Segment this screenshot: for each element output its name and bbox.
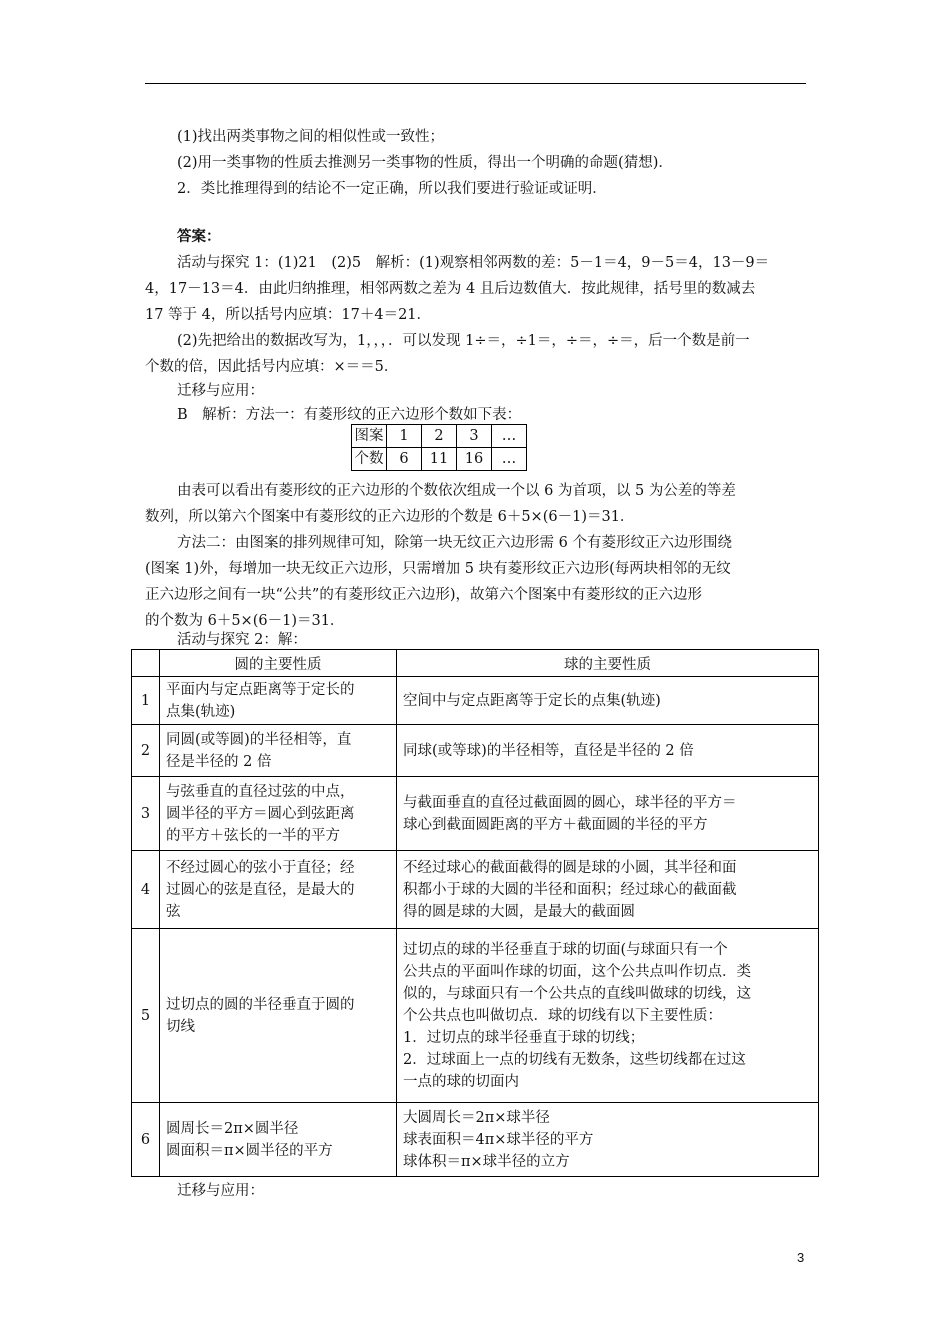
table-cell: 1 [387,425,422,448]
answer-heading: 答案： [177,228,221,245]
cell-line: 个公共点也叫做切点．球的切线有以下主要性质： [403,1007,722,1024]
cell-line: 弦 [166,903,181,920]
table-header-row [132,650,819,677]
text-line: 活动与探究 2：解： [177,632,307,648]
table-row [132,725,819,777]
text-line: 由表可以看出有菱形纹的正六边形的个数依次组成一个以 6 为首项，以 5 为公差的等差 [177,483,736,499]
table-row [352,448,527,471]
row-number: 2 [132,725,160,777]
sphere-cell [397,851,819,929]
table-header: 球的主要性质 [397,650,819,677]
row-number: 6 [132,1103,160,1177]
circle-cell [160,777,397,851]
header-rule [145,83,806,84]
cell-line: 同球(或等球)的半径相等，直径是半径的 2 倍 [403,742,694,759]
table-row [132,777,819,851]
cell-line: 一点的球的切面内 [403,1073,519,1090]
cell-line: 平面内与定点距离等于定长的 [166,681,355,698]
cell-line: 同圆(或等圆)的半径相等，直 [166,731,352,748]
circle-cell [160,851,397,929]
table-row [132,1103,819,1177]
sphere-cell [397,929,819,1103]
text-line: B 解析：方法一：有菱形纹的正六边形个数如下表： [177,407,522,423]
cell-line: 球心到截面圆距离的平方＋截面圆的半径的平方 [403,816,708,833]
table-cell: 2 [422,425,457,448]
text-line: 活动与探究 1：(1)21 (2)5 解析：(1)观察相邻两数的差：5－1＝4，9－5＝4，13－9＝ [177,255,770,271]
table-row [132,851,819,929]
cell-line: 过切点的圆的半径垂直于圆的 [166,996,355,1013]
text-line: 个数的倍，因此括号内应填：×＝＝5． [145,359,399,375]
text-line: (1)找出两类事物之间的相似性或一致性； [177,129,445,145]
cell-line: 得的圆是球的大圆，是最大的截面圆 [403,903,635,920]
sphere-cell [397,725,819,777]
text-line: (2)先把给出的数据改写为，1，，，．可以发现 1÷＝，÷1＝，÷＝，÷＝，后一个数是前一 [177,333,750,349]
cell-line: 不经过球心的截面截得的圆是球的小圆，其半径和面 [403,859,737,876]
row-number: 3 [132,777,160,851]
table-header [132,650,160,677]
cell-line: 球表面积＝4π×球半径的平方 [403,1131,594,1148]
text-line: 数列，所以第六个图案中有菱形纹的正六边形的个数是 6＋5×(6－1)＝31． [145,509,635,525]
cell-line: 空间中与定点距离等于定长的点集(轨迹) [403,692,661,709]
cell-line: 径是半径的 2 倍 [166,753,272,770]
text-line: 正六边形之间有一块“公共”的有菱形纹正六边形)，故第六个图案中有菱形纹的正六边形 [145,587,702,603]
table-cell: … [492,448,527,471]
cell-line: 圆面积＝π×圆半径的平方 [166,1142,333,1159]
table-cell: 个数 [352,448,387,471]
cell-line: 球体积＝π×球半径的立方 [403,1153,570,1170]
cell-line: 圆半径的平方＝圆心到弦距离 [166,805,355,822]
sphere-cell [397,1103,819,1177]
text-line: (2)用一类事物的性质去推测另一类事物的性质，得出一个明确的命题(猜想)． [177,155,673,171]
cell-line: 的平方＋弦长的一半的平方 [166,827,340,844]
cell-line: 过切点的球的半径垂直于球的切面(与球面只有一个 [403,941,728,958]
text-line: 17 等于 4，所以括号内应填：17＋4＝21． [145,307,432,323]
row-number: 4 [132,851,160,929]
cell-line: 不经过圆心的弦小于直径；经 [166,859,355,876]
text-line: 方法二：由图案的排列规律可知，除第一块无纹正六边形需 6 个有菱形纹正六边形围绕 [177,535,732,551]
cell-line: 2．过球面上一点的切线有无数条，这些切线都在过这 [403,1051,746,1068]
cell-line: 与弦垂直的直径过弦的中点， [166,783,355,800]
circle-sphere-comparison-table [131,649,819,1177]
cell-line: 点集(轨迹) [166,703,236,720]
cell-line: 与截面垂直的直径过截面圆的圆心，球半径的平方＝ [403,794,737,811]
cell-line: 公共点的平面叫作球的切面，这个公共点叫作切点．类 [403,963,751,980]
text-line: 迁移与应用： [177,383,264,399]
cell-line: 切线 [166,1018,195,1035]
table-row [352,425,527,448]
cell-line: 过圆心的弦是直径，是最大的 [166,881,355,898]
circle-cell [160,1103,397,1177]
page-number: 3 [797,1250,805,1265]
text-line: (图案 1)外，每增加一块无纹正六边形，只需增加 5 块有菱形纹正六边形(每两块相邻的无纹 [145,561,731,577]
cell-line: 大圆周长＝2π×球半径 [403,1109,550,1126]
table-row [132,677,819,725]
table-cell: 3 [457,425,492,448]
cell-line: 圆周长＝2π×圆半径 [166,1120,299,1137]
row-number: 1 [132,677,160,725]
text-line: 2．类比推理得到的结论不一定正确，所以我们要进行验证或证明． [177,181,607,197]
circle-cell [160,929,397,1103]
table-cell: 6 [387,448,422,471]
cell-line: 1．过切点的球半径垂直于球的切线； [403,1029,645,1046]
table-cell: … [492,425,527,448]
sphere-cell [397,777,819,851]
pattern-count-table [351,424,527,471]
cell-line: 似的，与球面只有一个公共点的直线叫做球的切线，这 [403,985,751,1002]
table-header: 圆的主要性质 [160,650,397,677]
sphere-cell [397,677,819,725]
circle-cell [160,725,397,777]
table-row [132,929,819,1103]
cell-line: 积都小于球的大圆的半径和面积；经过球心的截面截 [403,881,737,898]
text-line: 4，17－13＝4．由此归纳推理，相邻两数之差为 4 且后边数值大．按此规律，括号里的数减去 [145,281,756,297]
table-cell: 16 [457,448,492,471]
circle-cell [160,677,397,725]
table-cell: 11 [422,448,457,471]
row-number: 5 [132,929,160,1103]
table-cell: 图案 [352,425,387,448]
text-line: 迁移与应用： [177,1183,264,1199]
text-line: 的个数为 6＋5×(6－1)＝31． [145,613,345,629]
